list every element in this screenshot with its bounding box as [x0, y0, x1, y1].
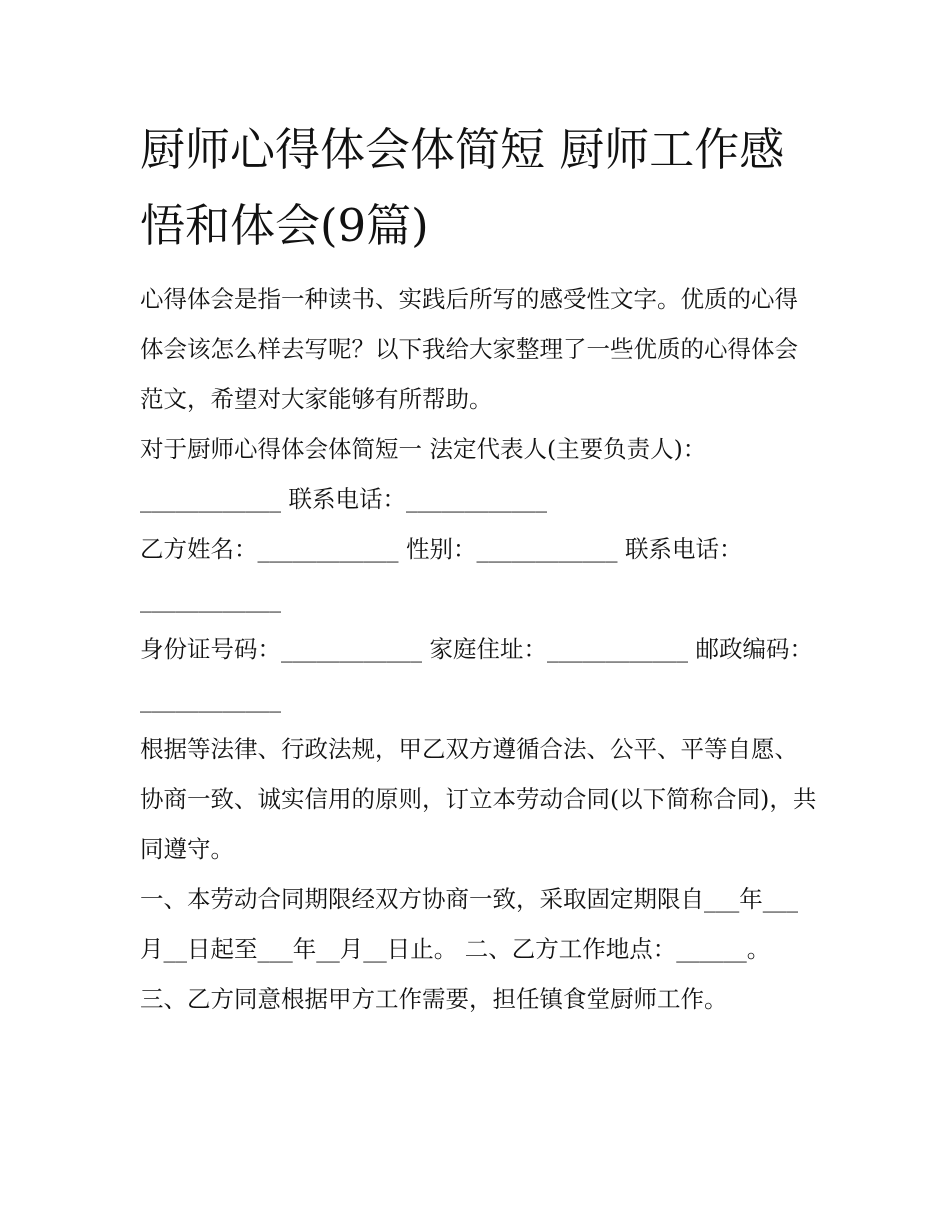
paragraph-party-b-info: 乙方姓名：____________ 性别：____________ 联系电话：____________	[140, 535, 743, 613]
document-page	[140, 112, 820, 1024]
paragraph-intro: 心得体会是指一种读书、实践后所写的感受性文字。优质的心得体会该怎么样去写呢？以下我给大家整理了一些优质的心得体会范文，希望对大家能够有所帮助。	[140, 285, 798, 413]
paragraph-legal-representative: 对于厨师心得体会体简短一 法定代表人(主要负责人)：____________ 联系电话：____________	[140, 435, 707, 513]
paragraph-principles: 根据等法律、行政法规，甲乙双方遵循合法、公平、平等自愿、协商一致、诚实信用的原则，订立本劳动合同(以下简称合同)，共同遵守。	[140, 735, 817, 863]
paragraph-position: 三、乙方同意根据甲方工作需要，担任镇食堂厨师工作。	[140, 985, 728, 1013]
paragraph-id-address: 身份证号码：____________ 家庭住址：____________ 邮政编码：____________	[140, 635, 813, 713]
document-title: 厨师心得体会体简短 厨师工作感悟和体会(9篇)	[140, 123, 785, 252]
paragraph-term-location: 一、本劳动合同期限经双方协商一致，采取固定期限自___年___月__日起至___年__月__日止。 二、乙方工作地点：______。	[140, 885, 798, 963]
